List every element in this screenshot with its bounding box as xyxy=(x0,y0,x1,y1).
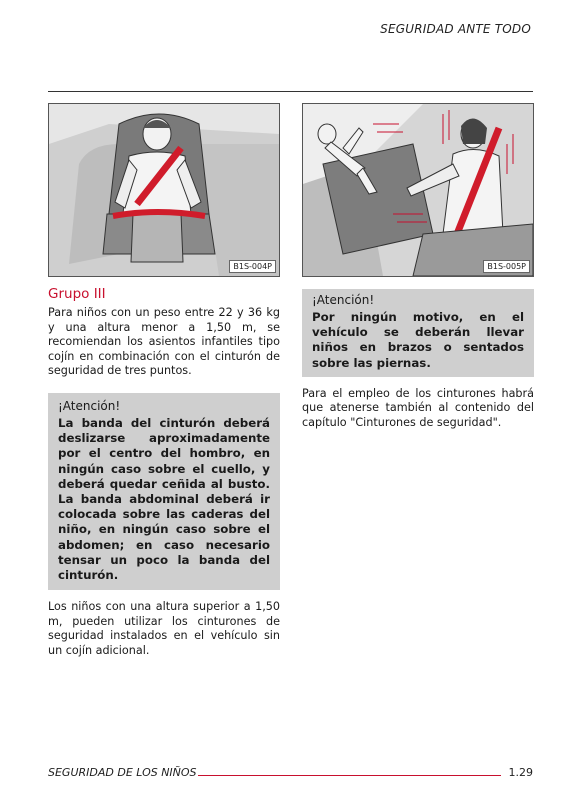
warning-text: La banda del cinturón deberá deslizarse aproximadamente por el centro del hombro, en ningún caso sobre el cuello, y deberá quedar ceñida al busto. La banda abdominal deberá ir colocada sobre las caderas del niño, en ningún caso sobre el abdomen; en caso necesario tensar un poco la banda del cinturón. xyxy=(58,415,270,582)
warning-box xyxy=(302,289,534,377)
section-heading: Grupo III xyxy=(48,286,106,302)
footer-section-title: SEGURIDAD DE LOS NIÑOS xyxy=(48,766,197,779)
right-column xyxy=(302,289,534,431)
figure-code-label: B1S-005P xyxy=(483,260,530,273)
warning-title: ¡Atención! xyxy=(312,293,375,307)
left-column xyxy=(48,286,280,659)
outro-paragraph: Los niños con una altura superior a 1,50 m, pueden utilizar los cinturones de seguridad instalados en el vehículo sin un cojín adicional. xyxy=(48,600,280,657)
footer-divider xyxy=(198,775,501,776)
intro-paragraph: Para niños con un peso entre 22 y 36 kg y una altura menor a 1,50 m, se recomiendan los asientos infantiles tipo cojín en combinación con el cinturón de seguridad de tres puntos. xyxy=(48,306,280,378)
warning-title: ¡Atención! xyxy=(58,398,121,413)
page-header-title: SEGURIDAD ANTE TODO xyxy=(380,22,531,36)
figure-child-booster-seat xyxy=(48,103,280,277)
header-divider xyxy=(48,91,533,92)
page-footer xyxy=(48,766,533,782)
child-booster-seat-illustration xyxy=(49,104,279,276)
reference-paragraph: Para el empleo de los cinturones habrá que atenerse también al contenido del capítulo "Cinturones de seguridad". xyxy=(302,386,534,429)
crash-illustration xyxy=(303,104,533,276)
page-number: 1.29 xyxy=(508,766,533,779)
figure-crash-unrestrained-child xyxy=(302,103,534,277)
figure-code-label: B1S-004P xyxy=(229,260,276,273)
warning-text: Por ningún motivo, en el vehículo se deberán llevar niños en brazos o sentados sobre las piernas. xyxy=(312,310,524,370)
warning-box xyxy=(48,393,280,590)
